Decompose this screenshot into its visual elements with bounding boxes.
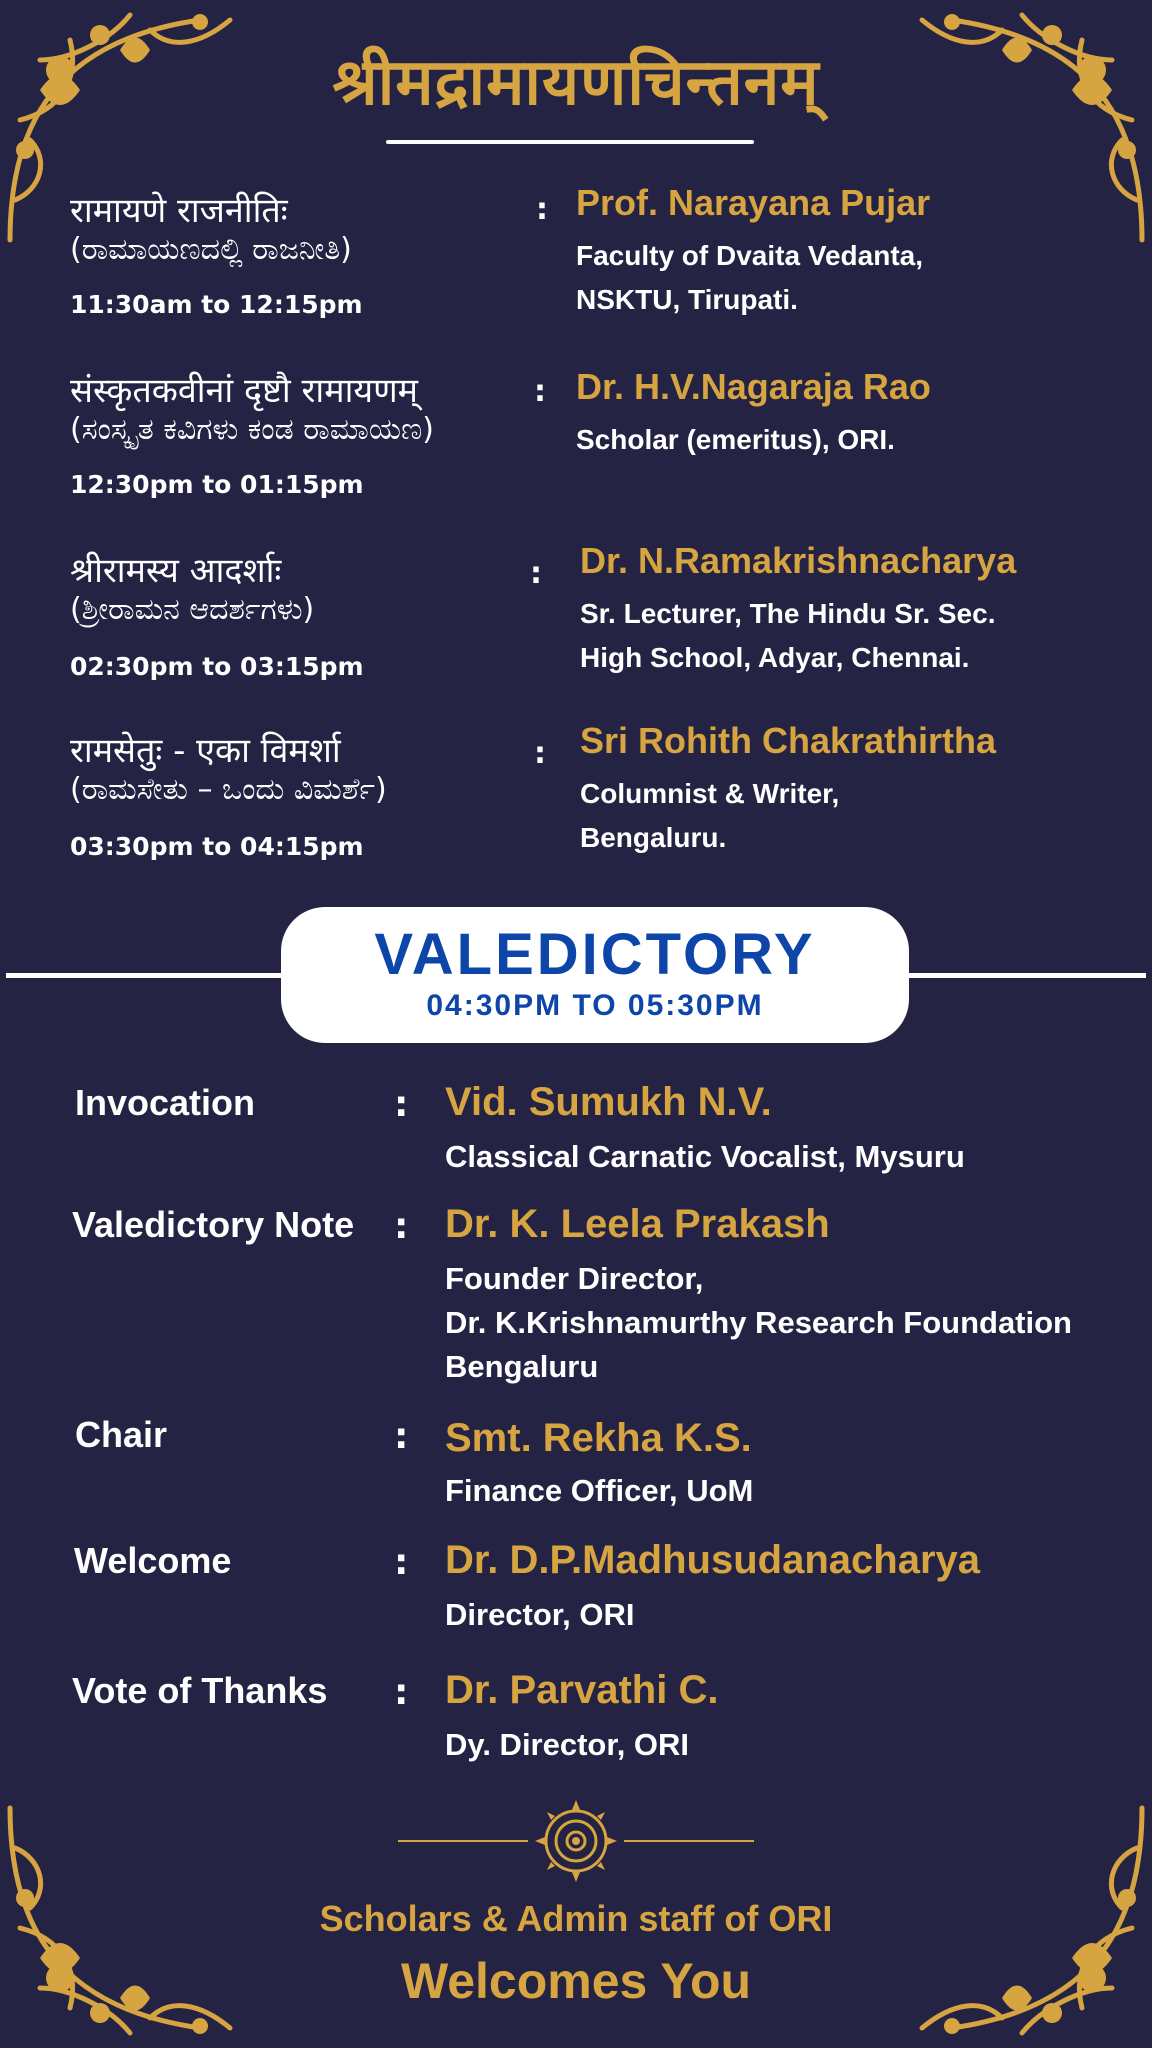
program-person-desc: Bengaluru xyxy=(445,1349,599,1384)
talk-time: 11:30am to 12:15pm xyxy=(70,290,363,319)
separator-colon: : xyxy=(394,1206,409,1247)
program-person-desc: Dr. K.Krishnamurthy Research Foundation xyxy=(445,1305,1072,1340)
speaker-affiliation: NSKTU, Tirupati. xyxy=(576,284,798,315)
talk-title: संस्कृतकवीनां दृष्टौ रामायणम् xyxy=(70,371,419,411)
speaker-affiliation: Sr. Lecturer, The Hindu Sr. Sec. xyxy=(580,598,996,629)
program-person-name: Dr. Parvathi C. xyxy=(445,1668,719,1712)
speaker-name: Dr. N.Ramakrishnacharya xyxy=(580,540,1017,581)
separator-colon: : xyxy=(394,1542,409,1583)
speaker-name: Dr. H.V.Nagaraja Rao xyxy=(576,366,931,407)
program-role: Invocation xyxy=(75,1082,256,1123)
mandala-rule-left xyxy=(398,1840,528,1842)
program-role: Welcome xyxy=(74,1540,232,1581)
talk-title: रामायणे राजनीतिः xyxy=(70,191,288,231)
separator-colon: : xyxy=(394,1672,409,1713)
separator-colon: : xyxy=(534,736,546,771)
footer-hosts: Scholars & Admin staff of ORI xyxy=(319,1898,833,1939)
speaker-affiliation: Columnist & Writer, xyxy=(580,778,840,809)
valedictory-title: VALEDICTORY xyxy=(374,922,816,987)
separator-colon: : xyxy=(536,192,548,227)
program-person-desc: Dy. Director, ORI xyxy=(445,1727,690,1762)
program-role: Valedictory Note xyxy=(72,1204,355,1245)
program-person-name: Dr. D.P.Madhusudanacharya xyxy=(445,1538,980,1582)
program-person-desc: Classical Carnatic Vocalist, Mysuru xyxy=(445,1139,965,1174)
valedictory-time: 04:30PM TO 05:30PM xyxy=(426,989,764,1022)
program-person-desc: Finance Officer, UoM xyxy=(445,1473,754,1508)
valedictory-rule-left xyxy=(6,973,286,978)
speaker-affiliation: High School, Adyar, Chennai. xyxy=(580,642,970,673)
page-title: श्रीमद्रामायणचिन्तनम् xyxy=(332,45,820,120)
program-role: Chair xyxy=(75,1414,168,1455)
separator-colon: : xyxy=(394,1084,409,1125)
program-person-name: Vid. Sumukh N.V. xyxy=(445,1080,772,1124)
speaker-affiliation: Scholar (emeritus), ORI. xyxy=(576,424,895,455)
talk-title-kannada: (ಶ್ರೀರಾಮನ ಆದರ್ಶಗಳು) xyxy=(70,592,315,627)
speaker-affiliation: Faculty of Dvaita Vedanta, xyxy=(576,240,923,271)
program-person-desc: Founder Director, xyxy=(445,1261,704,1296)
talk-time: 12:30pm to 01:15pm xyxy=(70,470,364,499)
talk-title: रामसेतुः - एका विमर्शा xyxy=(70,731,341,771)
separator-colon: : xyxy=(530,556,542,591)
program-person-name: Dr. K. Leela Prakash xyxy=(445,1202,830,1246)
program-role: Vote of Thanks xyxy=(72,1670,328,1711)
talk-title-kannada: (ರಾಮಾಯಣದಲ್ಲಿ ರಾಜನೀತಿ) xyxy=(70,232,352,267)
speaker-name: Prof. Narayana Pujar xyxy=(576,182,931,223)
valedictory-rule-right xyxy=(905,973,1146,978)
title-divider xyxy=(386,140,754,144)
talk-time: 02:30pm to 03:15pm xyxy=(70,652,364,681)
program-person-desc: Director, ORI xyxy=(445,1597,635,1632)
talk-time: 03:30pm to 04:15pm xyxy=(70,832,364,861)
mandala-icon xyxy=(533,1798,619,1884)
talk-title-kannada: (ರಾಮಸೇತು – ಒಂದು ವಿಮರ್ಶೆ) xyxy=(70,772,387,807)
mandala-rule-right xyxy=(624,1840,754,1842)
talk-title: श्रीरामस्य आदर्शाः xyxy=(70,551,282,591)
valedictory-banner xyxy=(281,907,909,1043)
separator-colon: : xyxy=(534,374,546,409)
footer-welcome: Welcomes You xyxy=(400,1953,752,2009)
speaker-name: Sri Rohith Chakrathirtha xyxy=(580,720,997,761)
speaker-affiliation: Bengaluru. xyxy=(580,822,727,853)
program-person-name: Smt. Rekha K.S. xyxy=(445,1416,752,1460)
separator-colon: : xyxy=(394,1416,409,1457)
talk-title-kannada: (ಸಂಸ್ಕೃತ ಕವಿಗಳು ಕಂಡ ರಾಮಾಯಣ) xyxy=(70,412,434,447)
